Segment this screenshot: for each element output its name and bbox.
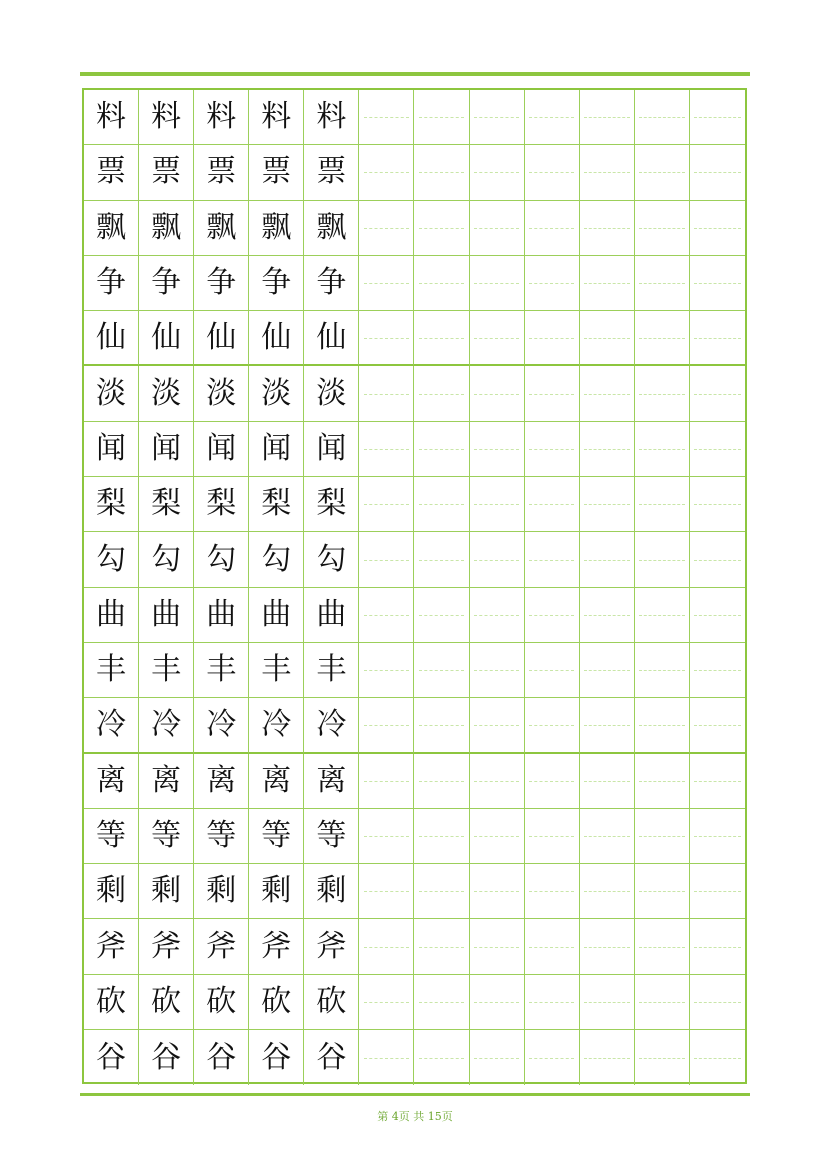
empty-practice-cell	[359, 698, 414, 753]
empty-practice-cell	[470, 919, 525, 974]
empty-practice-cell	[690, 366, 745, 421]
character-cell: 票	[84, 145, 139, 200]
empty-practice-cell	[525, 698, 580, 753]
empty-practice-cell	[525, 1030, 580, 1085]
character-cell: 谷	[194, 1030, 249, 1085]
character-cell: 勾	[84, 532, 139, 587]
character-cell: 谷	[139, 1030, 194, 1085]
character-cell: 淡	[139, 366, 194, 421]
empty-practice-cell	[635, 919, 690, 974]
header-rule	[80, 72, 750, 76]
character-cell: 丰	[194, 643, 249, 698]
empty-practice-cell	[414, 809, 469, 864]
empty-practice-cell	[470, 366, 525, 421]
empty-practice-cell	[635, 90, 690, 145]
empty-practice-cell	[635, 477, 690, 532]
empty-practice-cell	[580, 754, 635, 809]
empty-practice-cell	[359, 975, 414, 1030]
character-cell: 等	[84, 809, 139, 864]
character-cell: 争	[194, 256, 249, 311]
empty-practice-cell	[690, 754, 745, 809]
character-cell: 飘	[139, 201, 194, 256]
character-cell: 淡	[249, 366, 304, 421]
character-cell: 闻	[84, 422, 139, 477]
empty-practice-cell	[525, 145, 580, 200]
character-cell: 仙	[304, 311, 359, 366]
empty-practice-cell	[525, 864, 580, 919]
empty-practice-cell	[635, 201, 690, 256]
character-cell: 剩	[194, 864, 249, 919]
character-cell: 料	[84, 90, 139, 145]
empty-practice-cell	[359, 864, 414, 919]
empty-practice-cell	[525, 256, 580, 311]
character-cell: 争	[139, 256, 194, 311]
empty-practice-cell	[635, 422, 690, 477]
empty-practice-cell	[359, 90, 414, 145]
empty-practice-cell	[525, 477, 580, 532]
character-cell: 离	[249, 754, 304, 809]
character-cell: 仙	[249, 311, 304, 366]
empty-practice-cell	[359, 201, 414, 256]
empty-practice-cell	[414, 145, 469, 200]
empty-practice-cell	[635, 366, 690, 421]
empty-practice-cell	[690, 256, 745, 311]
character-cell: 冷	[249, 698, 304, 753]
character-cell: 曲	[139, 588, 194, 643]
empty-practice-cell	[690, 864, 745, 919]
character-cell: 勾	[249, 532, 304, 587]
character-cell: 飘	[194, 201, 249, 256]
footer-rule	[80, 1093, 750, 1096]
character-cell: 等	[249, 809, 304, 864]
character-cell: 票	[249, 145, 304, 200]
empty-practice-cell	[690, 532, 745, 587]
character-cell: 仙	[84, 311, 139, 366]
empty-practice-cell	[414, 422, 469, 477]
empty-practice-cell	[359, 145, 414, 200]
empty-practice-cell	[470, 145, 525, 200]
empty-practice-cell	[690, 145, 745, 200]
empty-practice-cell	[470, 588, 525, 643]
empty-practice-cell	[525, 532, 580, 587]
empty-practice-cell	[580, 256, 635, 311]
empty-practice-cell	[470, 1030, 525, 1085]
character-cell: 仙	[194, 311, 249, 366]
character-cell: 丰	[304, 643, 359, 698]
empty-practice-cell	[525, 90, 580, 145]
empty-practice-cell	[359, 256, 414, 311]
character-cell: 斧	[304, 919, 359, 974]
character-cell: 飘	[249, 201, 304, 256]
empty-practice-cell	[470, 201, 525, 256]
empty-practice-cell	[359, 477, 414, 532]
character-cell: 丰	[249, 643, 304, 698]
character-cell: 淡	[194, 366, 249, 421]
empty-practice-cell	[359, 919, 414, 974]
empty-practice-cell	[580, 1030, 635, 1085]
character-cell: 斧	[84, 919, 139, 974]
empty-practice-cell	[525, 975, 580, 1030]
empty-practice-cell	[690, 422, 745, 477]
empty-practice-cell	[690, 919, 745, 974]
empty-practice-cell	[690, 809, 745, 864]
empty-practice-cell	[470, 975, 525, 1030]
character-cell: 票	[139, 145, 194, 200]
empty-practice-cell	[580, 698, 635, 753]
character-cell: 曲	[194, 588, 249, 643]
empty-practice-cell	[635, 975, 690, 1030]
empty-practice-cell	[580, 422, 635, 477]
empty-practice-cell	[580, 201, 635, 256]
empty-practice-cell	[525, 201, 580, 256]
character-cell: 丰	[84, 643, 139, 698]
empty-practice-cell	[359, 588, 414, 643]
character-cell: 淡	[304, 366, 359, 421]
character-cell: 剩	[139, 864, 194, 919]
character-cell: 砍	[249, 975, 304, 1030]
empty-practice-cell	[470, 754, 525, 809]
character-cell: 冷	[84, 698, 139, 753]
empty-practice-cell	[580, 809, 635, 864]
empty-practice-cell	[359, 532, 414, 587]
character-cell: 勾	[304, 532, 359, 587]
character-cell: 砍	[84, 975, 139, 1030]
empty-practice-cell	[525, 588, 580, 643]
empty-practice-cell	[580, 145, 635, 200]
empty-practice-cell	[690, 201, 745, 256]
character-cell: 冷	[194, 698, 249, 753]
character-cell: 剩	[249, 864, 304, 919]
empty-practice-cell	[635, 864, 690, 919]
character-cell: 仙	[139, 311, 194, 366]
empty-practice-cell	[525, 422, 580, 477]
empty-practice-cell	[525, 809, 580, 864]
empty-practice-cell	[470, 532, 525, 587]
empty-practice-cell	[690, 698, 745, 753]
character-cell: 闻	[249, 422, 304, 477]
practice-grid	[82, 88, 747, 1084]
empty-practice-cell	[580, 975, 635, 1030]
empty-practice-cell	[359, 311, 414, 366]
character-cell: 砍	[304, 975, 359, 1030]
character-cell: 离	[194, 754, 249, 809]
character-cell: 谷	[84, 1030, 139, 1085]
empty-practice-cell	[635, 311, 690, 366]
empty-practice-cell	[580, 643, 635, 698]
empty-practice-cell	[414, 864, 469, 919]
empty-practice-cell	[690, 477, 745, 532]
character-cell: 闻	[139, 422, 194, 477]
empty-practice-cell	[580, 90, 635, 145]
character-cell: 票	[194, 145, 249, 200]
character-cell: 淡	[84, 366, 139, 421]
empty-practice-cell	[359, 1030, 414, 1085]
empty-practice-cell	[690, 588, 745, 643]
empty-practice-cell	[525, 919, 580, 974]
character-cell: 曲	[249, 588, 304, 643]
empty-practice-cell	[635, 1030, 690, 1085]
empty-practice-cell	[525, 643, 580, 698]
empty-practice-cell	[470, 256, 525, 311]
empty-practice-cell	[470, 311, 525, 366]
empty-practice-cell	[635, 698, 690, 753]
empty-practice-cell	[635, 643, 690, 698]
empty-practice-cell	[580, 864, 635, 919]
empty-practice-cell	[635, 145, 690, 200]
empty-practice-cell	[470, 698, 525, 753]
empty-practice-cell	[470, 90, 525, 145]
character-cell: 丰	[139, 643, 194, 698]
empty-practice-cell	[414, 754, 469, 809]
character-cell: 冷	[304, 698, 359, 753]
character-cell: 斧	[139, 919, 194, 974]
character-cell: 谷	[249, 1030, 304, 1085]
character-cell: 剩	[304, 864, 359, 919]
empty-practice-cell	[414, 90, 469, 145]
empty-practice-cell	[525, 311, 580, 366]
empty-practice-cell	[414, 588, 469, 643]
empty-practice-cell	[635, 588, 690, 643]
empty-practice-cell	[635, 256, 690, 311]
character-cell: 争	[249, 256, 304, 311]
empty-practice-cell	[580, 919, 635, 974]
character-cell: 曲	[304, 588, 359, 643]
empty-practice-cell	[470, 809, 525, 864]
character-cell: 离	[304, 754, 359, 809]
character-cell: 等	[139, 809, 194, 864]
empty-practice-cell	[635, 809, 690, 864]
character-cell: 票	[304, 145, 359, 200]
character-cell: 闻	[304, 422, 359, 477]
empty-practice-cell	[635, 754, 690, 809]
empty-practice-cell	[470, 643, 525, 698]
empty-practice-cell	[414, 477, 469, 532]
empty-practice-cell	[414, 366, 469, 421]
empty-practice-cell	[359, 754, 414, 809]
empty-practice-cell	[635, 532, 690, 587]
empty-practice-cell	[690, 643, 745, 698]
character-cell: 飘	[304, 201, 359, 256]
empty-practice-cell	[414, 975, 469, 1030]
empty-practice-cell	[414, 643, 469, 698]
empty-practice-cell	[470, 864, 525, 919]
character-cell: 争	[84, 256, 139, 311]
character-cell: 离	[84, 754, 139, 809]
empty-practice-cell	[580, 311, 635, 366]
empty-practice-cell	[359, 422, 414, 477]
character-cell: 争	[304, 256, 359, 311]
empty-practice-cell	[414, 532, 469, 587]
empty-practice-cell	[414, 311, 469, 366]
empty-practice-cell	[359, 809, 414, 864]
character-cell: 飘	[84, 201, 139, 256]
character-cell: 闻	[194, 422, 249, 477]
page-number: 第 4页 共 15页	[377, 1110, 453, 1123]
character-cell: 斧	[249, 919, 304, 974]
empty-practice-cell	[359, 643, 414, 698]
empty-practice-cell	[690, 975, 745, 1030]
empty-practice-cell	[580, 477, 635, 532]
empty-practice-cell	[414, 201, 469, 256]
empty-practice-cell	[359, 366, 414, 421]
empty-practice-cell	[690, 1030, 745, 1085]
empty-practice-cell	[525, 754, 580, 809]
character-cell: 剩	[84, 864, 139, 919]
empty-practice-cell	[690, 90, 745, 145]
character-cell: 料	[249, 90, 304, 145]
empty-practice-cell	[414, 256, 469, 311]
empty-practice-cell	[414, 1030, 469, 1085]
character-cell: 冷	[139, 698, 194, 753]
character-cell: 曲	[84, 588, 139, 643]
empty-practice-cell	[414, 698, 469, 753]
character-cell: 斧	[194, 919, 249, 974]
character-cell: 砍	[194, 975, 249, 1030]
character-cell: 梨	[139, 477, 194, 532]
empty-practice-cell	[580, 366, 635, 421]
character-cell: 离	[139, 754, 194, 809]
character-cell: 料	[304, 90, 359, 145]
empty-practice-cell	[414, 919, 469, 974]
character-cell: 勾	[139, 532, 194, 587]
character-cell: 梨	[194, 477, 249, 532]
character-cell: 等	[304, 809, 359, 864]
character-cell: 梨	[304, 477, 359, 532]
empty-practice-cell	[470, 477, 525, 532]
empty-practice-cell	[580, 588, 635, 643]
character-cell: 梨	[249, 477, 304, 532]
character-cell: 梨	[84, 477, 139, 532]
empty-practice-cell	[470, 422, 525, 477]
character-cell: 谷	[304, 1030, 359, 1085]
character-cell: 砍	[139, 975, 194, 1030]
character-cell: 料	[194, 90, 249, 145]
character-cell: 等	[194, 809, 249, 864]
empty-practice-cell	[690, 311, 745, 366]
character-cell: 料	[139, 90, 194, 145]
empty-practice-cell	[525, 366, 580, 421]
empty-practice-cell	[580, 532, 635, 587]
character-cell: 勾	[194, 532, 249, 587]
